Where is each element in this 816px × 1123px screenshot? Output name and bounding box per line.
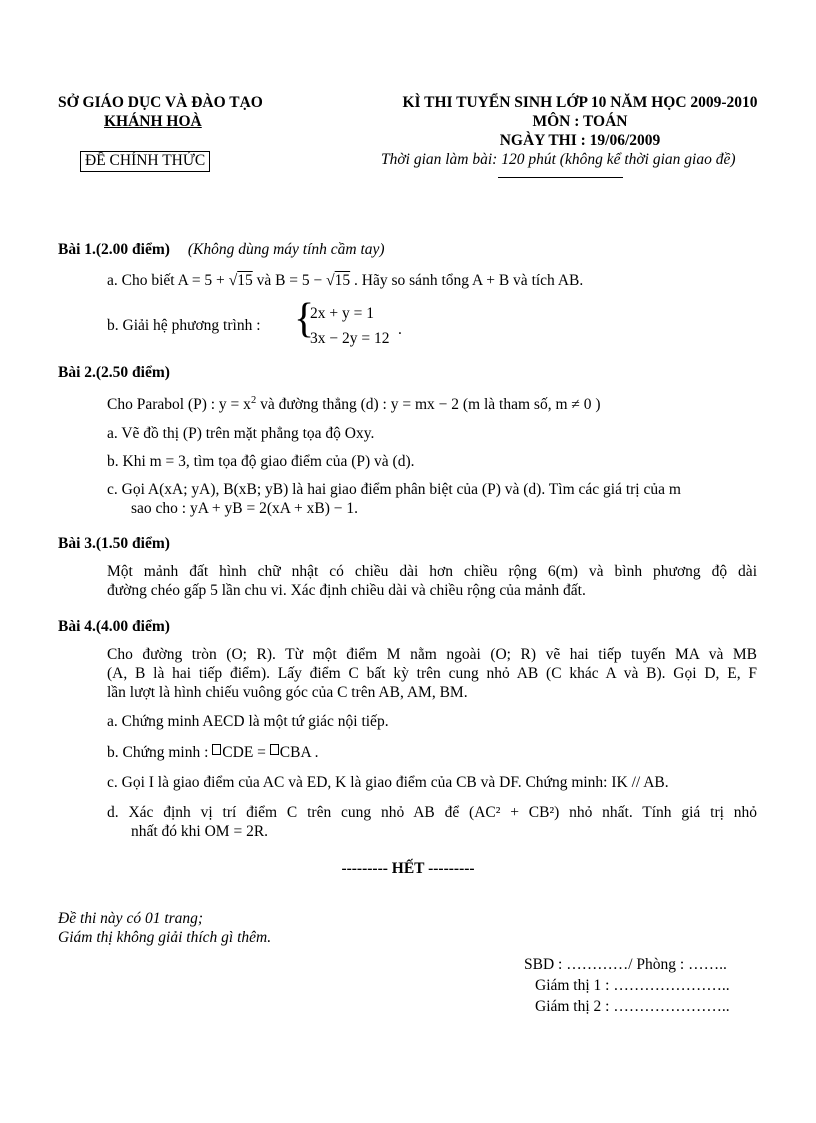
bai1-a-suffix: . Hãy so sánh tổng A + B và tích AB.: [350, 272, 584, 289]
bai2-intro: [107, 395, 601, 415]
end-mark: --------- HẾT ---------: [341, 860, 475, 877]
angle-icon: [212, 744, 221, 755]
bai2-part-b: b. Khi m = 3, tìm tọa độ giao điểm của (P) và (d).: [107, 453, 415, 470]
bai2-intro-exp: 2: [250, 395, 257, 406]
bai2-part-c-line2: sao cho : yA + yB = 2(xA + xB) − 1.: [131, 500, 358, 517]
bai4-title: Bài 4.(4.00 điểm): [58, 618, 170, 635]
bai4-line3: lần lượt là hình chiếu vuông góc của C trên AB, AM, BM.: [107, 684, 468, 701]
bai2-part-c-line1: c. Gọi A(xA; yA), B(xB; yB) là hai giao điểm phân biệt của (P) và (d). Tìm các giá trị của m: [107, 481, 681, 498]
bai3-line2: đường chéo gấp 5 lần chu vi. Xác định chiều dài và chiều rộng của mảnh đất.: [107, 582, 586, 599]
exam-title: KÌ THI TUYỂN SINH LỚP 10 NĂM HỌC 2009-2010: [402, 94, 758, 111]
bai1-note: (Không dùng máy tính cầm tay): [187, 241, 385, 258]
bai4-line1: Cho đường tròn (O; R). Từ một điểm M nằm ngoài (O; R) vẽ hai tiếp tuyến MA và MB: [107, 646, 757, 663]
bai1-a-root1: 15: [237, 272, 253, 289]
time-note: Thời gian làm bài: 120 phút (không kể thời gian giao đề): [381, 151, 736, 168]
bai4-b-part2: CBA .: [279, 744, 319, 761]
system-brace: {: [294, 296, 315, 342]
footer-note1: Đề thi này có 01 trang;: [58, 910, 204, 927]
proctor1-line: Giám thị 1 : …………………..: [535, 977, 730, 994]
bai1-heading: [58, 241, 385, 260]
bai2-part-a: a. Vẽ đồ thị (P) trên mặt phẳng tọa độ Oxy.: [107, 425, 375, 442]
bai4-part-d-line1: d. Xác định vị trí điểm C trên cung nhỏ AB để (AC² + CB²) nhỏ nhất. Tính giá trị nhỏ: [107, 804, 757, 821]
exam-subject: MÔN : TOÁN: [532, 113, 628, 130]
bai1-a-root2: 15: [334, 272, 351, 289]
bai1-a-prefix: a. Cho biết A = 5 +: [107, 272, 229, 289]
bai1-title: Bài 1.(2.00 điểm): [58, 241, 170, 258]
proctor2-line: Giám thị 2 : …………………..: [535, 998, 730, 1015]
bai3-title: Bài 3.(1.50 điểm): [58, 535, 170, 552]
angle-icon: [270, 744, 279, 755]
bai3-line1: Một mảnh đất hình chữ nhật có chiều dài hơn chiều rộng 6(m) và bình phương độ dài: [107, 563, 757, 580]
bai4-part-b: [107, 744, 319, 763]
bai4-b-prefix: b. Chứng minh :: [107, 744, 213, 761]
bai4-b-part1: CDE =: [222, 744, 270, 761]
candidate-id-line: SBD : …………/ Phòng : ……..: [524, 956, 727, 973]
bai4-part-d-line2: nhất đó khi OM = 2R.: [131, 823, 269, 840]
bai4-part-a: a. Chứng minh AECD là một tứ giác nội tiếp.: [107, 713, 389, 730]
bai1-b-end: .: [398, 321, 402, 338]
sqrt-symbol-1: √: [228, 272, 238, 289]
bai2-intro-part2: và đường thẳng (d) : y = mx − 2 (m là tham số, m ≠ 0 ): [256, 396, 601, 413]
sqrt-symbol-2: √: [326, 272, 335, 289]
bai1-part-b-label: b. Giải hệ phương trình :: [107, 317, 261, 334]
footer-note2: Giám thị không giải thích gì thêm.: [58, 929, 272, 946]
bai1-a-mid: và B = 5 −: [252, 272, 327, 289]
bai1-part-a: [107, 272, 583, 291]
department-name: SỞ GIÁO DỤC VÀ ĐÀO TẠO: [58, 94, 263, 111]
bai2-title: Bài 2.(2.50 điểm): [58, 364, 170, 381]
bai4-part-c: c. Gọi I là giao điểm của AC và ED, K là giao điểm của CB và DF. Chứng minh: IK // AB.: [107, 774, 669, 791]
exam-date: NGÀY THI : 19/06/2009: [499, 132, 661, 149]
province-name: KHÁNH HOÀ: [104, 113, 202, 130]
official-label: ĐỀ CHÍNH THỨC: [80, 151, 210, 172]
bai4-line2: (A, B là hai tiếp điểm). Lấy điểm C bất kỳ trên cung nhỏ AB (C khác A và B). Gọi D, E, F: [107, 665, 757, 682]
bai1-eq1: 2x + y = 1: [310, 305, 374, 322]
bai1-eq2: 3x − 2y = 12: [310, 330, 390, 347]
bai2-intro-part1: Cho Parabol (P) : y = x: [107, 396, 251, 413]
header-rule: [498, 177, 623, 178]
